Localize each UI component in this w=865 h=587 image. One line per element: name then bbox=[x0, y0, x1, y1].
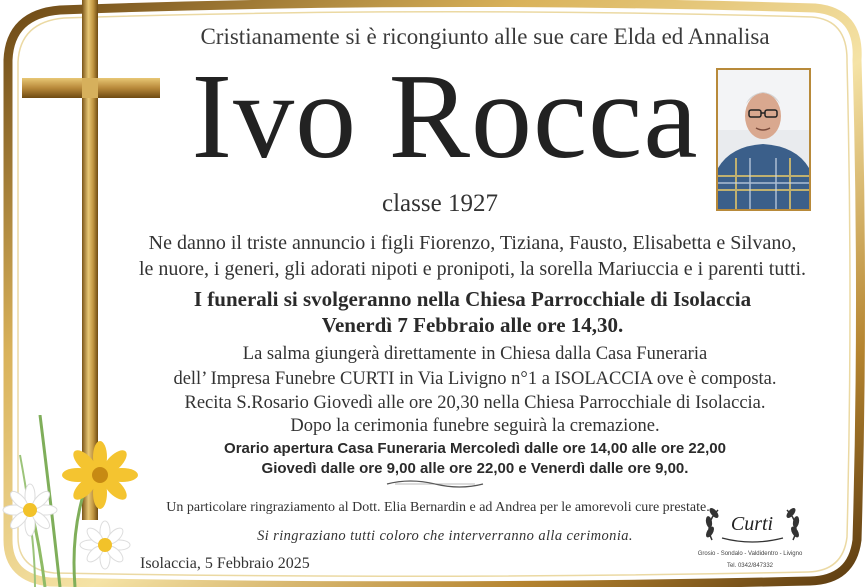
divider-flourish bbox=[385, 478, 485, 490]
svg-text:Curti: Curti bbox=[730, 513, 774, 535]
details-line: Recita S.Rosario Giovedì alle ore 20,30 nella Chiesa Parrocchiale di Isolaccia. bbox=[184, 393, 766, 413]
funeral-home-phone: Tel. 0342/847332 bbox=[726, 563, 774, 569]
curti-logo bbox=[700, 500, 805, 550]
details-line: dell’ Impresa Funebre CURTI in Via Livigno n°1 a ISOLACCIA ove è composta. bbox=[173, 369, 777, 389]
announcement-line: Ne danno il triste annuncio i figli Fiorenzo, Tiziana, Fausto, Elisabetta e Silvano, bbox=[148, 232, 797, 254]
funeral-home-locations: Grosio - Sondalo - Valdidentro - Livigno bbox=[697, 551, 803, 557]
details-line: Dopo la cerimonia funebre seguirà la cremazione. bbox=[290, 416, 660, 436]
portrait-photo bbox=[716, 68, 811, 211]
announcement-line: le nuore, i generi, gli adorati nipoti e pronipoti, la sorella Mariuccia e i parenti tutti. bbox=[138, 258, 806, 280]
thanks-attendees: Si ringraziano tutti coloro che interverranno alla cerimonia. bbox=[257, 528, 633, 544]
opening-hours-line: Orario apertura Casa Funeraria Mercoledì dalle ore 14,00 alle ore 22,00 bbox=[224, 440, 726, 457]
thanks-doctor: Un particolare ringraziamento al Dott. Elia Bernardin e ad Andrea per le amorevoli cure prestate. bbox=[166, 500, 710, 515]
opening-hours-line: Giovedì dalle ore 9,00 alle ore 22,00 e Venerdì dalle ore 9,00. bbox=[261, 460, 689, 477]
funeral-datetime: Venerdì 7 Febbraio alle ore 14,30. bbox=[321, 313, 624, 337]
birth-year: classe 1927 bbox=[382, 190, 498, 217]
place-date: Isolaccia, 5 Febbraio 2025 bbox=[140, 555, 310, 572]
details-line: La salma giungerà direttamente in Chiesa dalla Casa Funeraria bbox=[242, 344, 708, 364]
deceased-name: Ivo Rocca bbox=[191, 49, 699, 184]
intro-text: Cristianamente si è ricongiunto alle sue care Elda ed Annalisa bbox=[200, 24, 770, 49]
funeral-location: I funerali si svolgeranno nella Chiesa Parrocchiale di Isolaccia bbox=[193, 287, 752, 311]
